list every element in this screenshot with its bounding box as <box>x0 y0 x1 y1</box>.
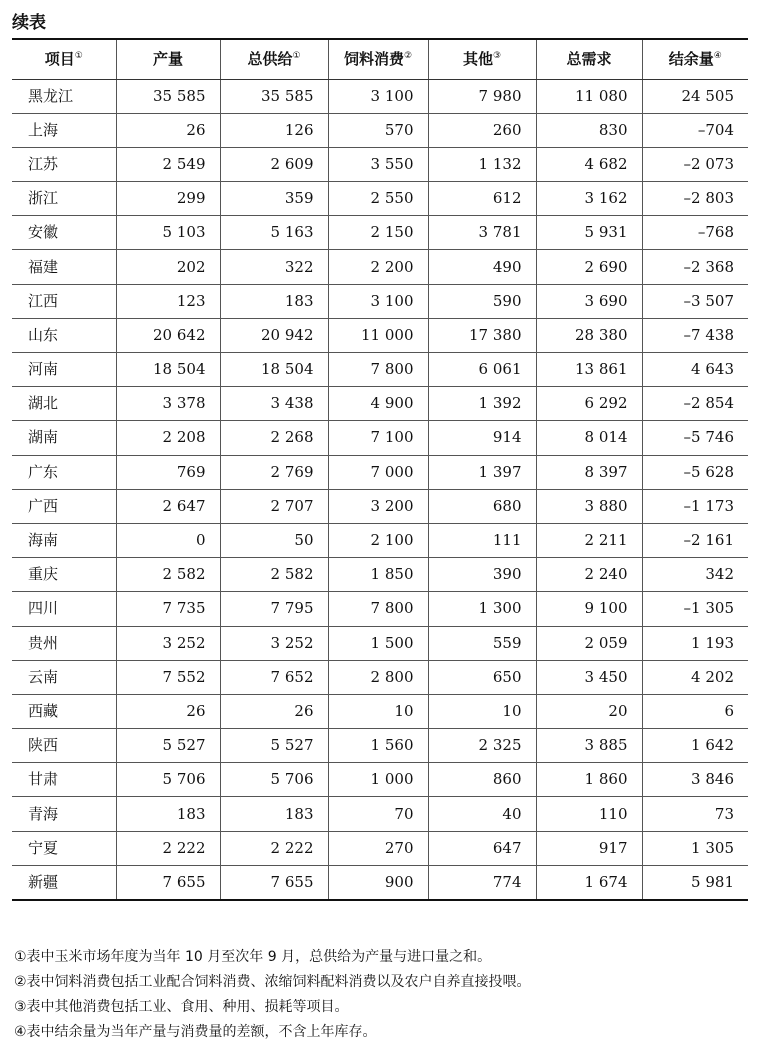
value-cell: 914 <box>428 421 536 455</box>
value-cell: 2 222 <box>220 831 328 865</box>
table-row <box>12 558 748 592</box>
value-cell: 3 100 <box>328 79 428 113</box>
value-cell: –2 161 <box>642 523 748 557</box>
footnotes <box>14 945 744 1045</box>
value-cell: 7 980 <box>428 79 536 113</box>
value-cell: 2 211 <box>536 523 642 557</box>
value-cell: 1 397 <box>428 455 536 489</box>
province-cell: 广西 <box>12 489 116 523</box>
value-cell: 7 655 <box>220 865 328 899</box>
value-cell: 2 550 <box>328 182 428 216</box>
column-header <box>116 39 220 79</box>
value-cell: 7 795 <box>220 592 328 626</box>
value-cell: 126 <box>220 113 328 147</box>
table-row <box>12 865 748 899</box>
value-cell: 322 <box>220 250 328 284</box>
value-cell: 650 <box>428 660 536 694</box>
value-cell: 3 781 <box>428 216 536 250</box>
table-row <box>12 523 748 557</box>
value-cell: 2 582 <box>220 558 328 592</box>
province-cell: 新疆 <box>12 865 116 899</box>
column-header-label: 其他 <box>462 49 493 68</box>
column-header-label: 饲料消费 <box>343 49 404 68</box>
table-row <box>12 113 748 147</box>
value-cell: 900 <box>328 865 428 899</box>
value-cell: 4 900 <box>328 387 428 421</box>
province-cell: 甘肃 <box>12 763 116 797</box>
value-cell: 1 300 <box>428 592 536 626</box>
value-cell: 7 655 <box>116 865 220 899</box>
value-cell: 73 <box>642 797 748 831</box>
column-header <box>428 39 536 79</box>
column-header <box>12 39 116 79</box>
value-cell: 3 846 <box>642 763 748 797</box>
table-row <box>12 831 748 865</box>
province-cell: 上海 <box>12 113 116 147</box>
province-cell: 江西 <box>12 284 116 318</box>
value-cell: –768 <box>642 216 748 250</box>
value-cell: –2 368 <box>642 250 748 284</box>
value-cell: 3 450 <box>536 660 642 694</box>
value-cell: 1 305 <box>642 831 748 865</box>
value-cell: 5 527 <box>116 729 220 763</box>
value-cell: 3 162 <box>536 182 642 216</box>
value-cell: –704 <box>642 113 748 147</box>
value-cell: 774 <box>428 865 536 899</box>
province-cell: 浙江 <box>12 182 116 216</box>
table-row <box>12 729 748 763</box>
column-header <box>642 39 748 79</box>
value-cell: –2 073 <box>642 147 748 181</box>
value-cell: 5 706 <box>116 763 220 797</box>
column-header-label: 结余量 <box>668 49 714 68</box>
value-cell: 612 <box>428 182 536 216</box>
province-cell: 四川 <box>12 592 116 626</box>
corn-balance-table <box>12 38 748 901</box>
province-cell: 福建 <box>12 250 116 284</box>
value-cell: 5 103 <box>116 216 220 250</box>
value-cell: 111 <box>428 523 536 557</box>
value-cell: 680 <box>428 489 536 523</box>
table-row <box>12 250 748 284</box>
value-cell: 3 438 <box>220 387 328 421</box>
value-cell: 1 642 <box>642 729 748 763</box>
value-cell: –5 628 <box>642 455 748 489</box>
table-row <box>12 660 748 694</box>
value-cell: 50 <box>220 523 328 557</box>
value-cell: 590 <box>428 284 536 318</box>
column-header-label: 产量 <box>152 49 183 68</box>
value-cell: 1 674 <box>536 865 642 899</box>
value-cell: 299 <box>116 182 220 216</box>
table-row <box>12 147 748 181</box>
value-cell: 7 735 <box>116 592 220 626</box>
value-cell: 11 000 <box>328 318 428 352</box>
value-cell: 2 059 <box>536 626 642 660</box>
province-cell: 湖南 <box>12 421 116 455</box>
value-cell: 0 <box>116 523 220 557</box>
value-cell: 3 252 <box>116 626 220 660</box>
table-row <box>12 421 748 455</box>
value-cell: 2 200 <box>328 250 428 284</box>
value-cell: 4 682 <box>536 147 642 181</box>
table-row <box>12 318 748 352</box>
value-cell: 1 850 <box>328 558 428 592</box>
province-cell: 河南 <box>12 353 116 387</box>
province-cell: 山东 <box>12 318 116 352</box>
footnote-marker: ③ <box>492 50 502 61</box>
table-row <box>12 694 748 728</box>
value-cell: 9 100 <box>536 592 642 626</box>
value-cell: 40 <box>428 797 536 831</box>
value-cell: 13 861 <box>536 353 642 387</box>
value-cell: 26 <box>116 113 220 147</box>
province-cell: 黑龙江 <box>12 79 116 113</box>
value-cell: 3 378 <box>116 387 220 421</box>
value-cell: 110 <box>536 797 642 831</box>
value-cell: 7 100 <box>328 421 428 455</box>
value-cell: 570 <box>328 113 428 147</box>
footnote: ②表中饲料消费包括工业配合饲料消费、浓缩饲料配料消费以及农户自养直接投喂。 <box>14 974 531 990</box>
province-cell: 宁夏 <box>12 831 116 865</box>
table-row <box>12 797 748 831</box>
value-cell: 183 <box>116 797 220 831</box>
table-row <box>12 489 748 523</box>
table-row <box>12 79 748 113</box>
value-cell: 1 860 <box>536 763 642 797</box>
value-cell: 490 <box>428 250 536 284</box>
value-cell: 5 527 <box>220 729 328 763</box>
value-cell: 559 <box>428 626 536 660</box>
value-cell: 342 <box>642 558 748 592</box>
value-cell: 860 <box>428 763 536 797</box>
footnote: ①表中玉米市场年度为当年 10 月至次年 9 月，总供给为产量与进口量之和。 <box>14 949 492 965</box>
table-caption: 续表 <box>12 13 46 33</box>
value-cell: 1 132 <box>428 147 536 181</box>
value-cell: 4 643 <box>642 353 748 387</box>
province-cell: 重庆 <box>12 558 116 592</box>
footnote: ④表中结余量为当年产量与消费量的差额，不含上年库存。 <box>14 1024 377 1040</box>
value-cell: 6 292 <box>536 387 642 421</box>
value-cell: 24 505 <box>642 79 748 113</box>
value-cell: 10 <box>428 694 536 728</box>
value-cell: 390 <box>428 558 536 592</box>
value-cell: 8 397 <box>536 455 642 489</box>
value-cell: 830 <box>536 113 642 147</box>
value-cell: 183 <box>220 797 328 831</box>
value-cell: 28 380 <box>536 318 642 352</box>
value-cell: –2 803 <box>642 182 748 216</box>
value-cell: 11 080 <box>536 79 642 113</box>
value-cell: 3 200 <box>328 489 428 523</box>
value-cell: –1 305 <box>642 592 748 626</box>
table-row <box>12 284 748 318</box>
value-cell: 20 <box>536 694 642 728</box>
value-cell: 3 100 <box>328 284 428 318</box>
value-cell: 1 500 <box>328 626 428 660</box>
value-cell: 260 <box>428 113 536 147</box>
table-header <box>12 39 748 79</box>
value-cell: 18 504 <box>116 353 220 387</box>
province-cell: 西藏 <box>12 694 116 728</box>
footnote-marker: ④ <box>713 50 722 61</box>
value-cell: 35 585 <box>116 79 220 113</box>
value-cell: 1 392 <box>428 387 536 421</box>
value-cell: 202 <box>116 250 220 284</box>
value-cell: 7 652 <box>220 660 328 694</box>
value-cell: 2 582 <box>116 558 220 592</box>
value-cell: –3 507 <box>642 284 748 318</box>
province-cell: 青海 <box>12 797 116 831</box>
column-header <box>220 39 328 79</box>
value-cell: 1 193 <box>642 626 748 660</box>
table-row <box>12 763 748 797</box>
value-cell: 2 769 <box>220 455 328 489</box>
value-cell: 2 222 <box>116 831 220 865</box>
value-cell: –7 438 <box>642 318 748 352</box>
value-cell: 1 560 <box>328 729 428 763</box>
value-cell: 2 268 <box>220 421 328 455</box>
value-cell: 3 690 <box>536 284 642 318</box>
header-row <box>12 39 748 79</box>
value-cell: 6 061 <box>428 353 536 387</box>
province-cell: 云南 <box>12 660 116 694</box>
table-body <box>12 79 748 900</box>
footnote-marker: ② <box>403 50 413 61</box>
value-cell: –2 854 <box>642 387 748 421</box>
value-cell: 3 550 <box>328 147 428 181</box>
value-cell: 4 202 <box>642 660 748 694</box>
value-cell: 2 325 <box>428 729 536 763</box>
province-cell: 广东 <box>12 455 116 489</box>
province-cell: 安徽 <box>12 216 116 250</box>
column-header-label: 总需求 <box>566 49 612 68</box>
value-cell: 70 <box>328 797 428 831</box>
table-row <box>12 592 748 626</box>
value-cell: 6 <box>642 694 748 728</box>
province-cell: 湖北 <box>12 387 116 421</box>
table-row <box>12 387 748 421</box>
value-cell: 3 880 <box>536 489 642 523</box>
value-cell: 8 014 <box>536 421 642 455</box>
value-cell: 10 <box>328 694 428 728</box>
table-row <box>12 182 748 216</box>
value-cell: 2 707 <box>220 489 328 523</box>
value-cell: 769 <box>116 455 220 489</box>
value-cell: 20 942 <box>220 318 328 352</box>
value-cell: 917 <box>536 831 642 865</box>
table-row <box>12 626 748 660</box>
value-cell: 2 240 <box>536 558 642 592</box>
value-cell: 7 800 <box>328 353 428 387</box>
footnote-marker: ① <box>74 50 83 61</box>
value-cell: 5 981 <box>642 865 748 899</box>
value-cell: 647 <box>428 831 536 865</box>
value-cell: 2 800 <box>328 660 428 694</box>
value-cell: 270 <box>328 831 428 865</box>
province-cell: 贵州 <box>12 626 116 660</box>
value-cell: –1 173 <box>642 489 748 523</box>
footnote: ③表中其他消费包括工业、食用、种用、损耗等项目。 <box>14 999 349 1015</box>
value-cell: 2 647 <box>116 489 220 523</box>
value-cell: –5 746 <box>642 421 748 455</box>
column-header-label: 总供给 <box>247 49 293 68</box>
value-cell: 20 642 <box>116 318 220 352</box>
value-cell: 2 549 <box>116 147 220 181</box>
value-cell: 26 <box>220 694 328 728</box>
value-cell: 5 163 <box>220 216 328 250</box>
table-row <box>12 353 748 387</box>
column-header-label: 项目 <box>44 49 75 68</box>
value-cell: 359 <box>220 182 328 216</box>
value-cell: 2 150 <box>328 216 428 250</box>
value-cell: 3 885 <box>536 729 642 763</box>
value-cell: 183 <box>220 284 328 318</box>
value-cell: 123 <box>116 284 220 318</box>
value-cell: 35 585 <box>220 79 328 113</box>
value-cell: 3 252 <box>220 626 328 660</box>
value-cell: 17 380 <box>428 318 536 352</box>
value-cell: 5 931 <box>536 216 642 250</box>
value-cell: 7 000 <box>328 455 428 489</box>
value-cell: 2 609 <box>220 147 328 181</box>
value-cell: 5 706 <box>220 763 328 797</box>
value-cell: 7 800 <box>328 592 428 626</box>
value-cell: 7 552 <box>116 660 220 694</box>
value-cell: 1 000 <box>328 763 428 797</box>
value-cell: 18 504 <box>220 353 328 387</box>
province-cell: 江苏 <box>12 147 116 181</box>
province-cell: 陕西 <box>12 729 116 763</box>
value-cell: 2 690 <box>536 250 642 284</box>
value-cell: 26 <box>116 694 220 728</box>
column-header <box>328 39 428 79</box>
table-row <box>12 455 748 489</box>
column-header <box>536 39 642 79</box>
footnote-marker: ① <box>292 50 301 61</box>
value-cell: 2 208 <box>116 421 220 455</box>
table-row <box>12 216 748 250</box>
value-cell: 2 100 <box>328 523 428 557</box>
province-cell: 海南 <box>12 523 116 557</box>
